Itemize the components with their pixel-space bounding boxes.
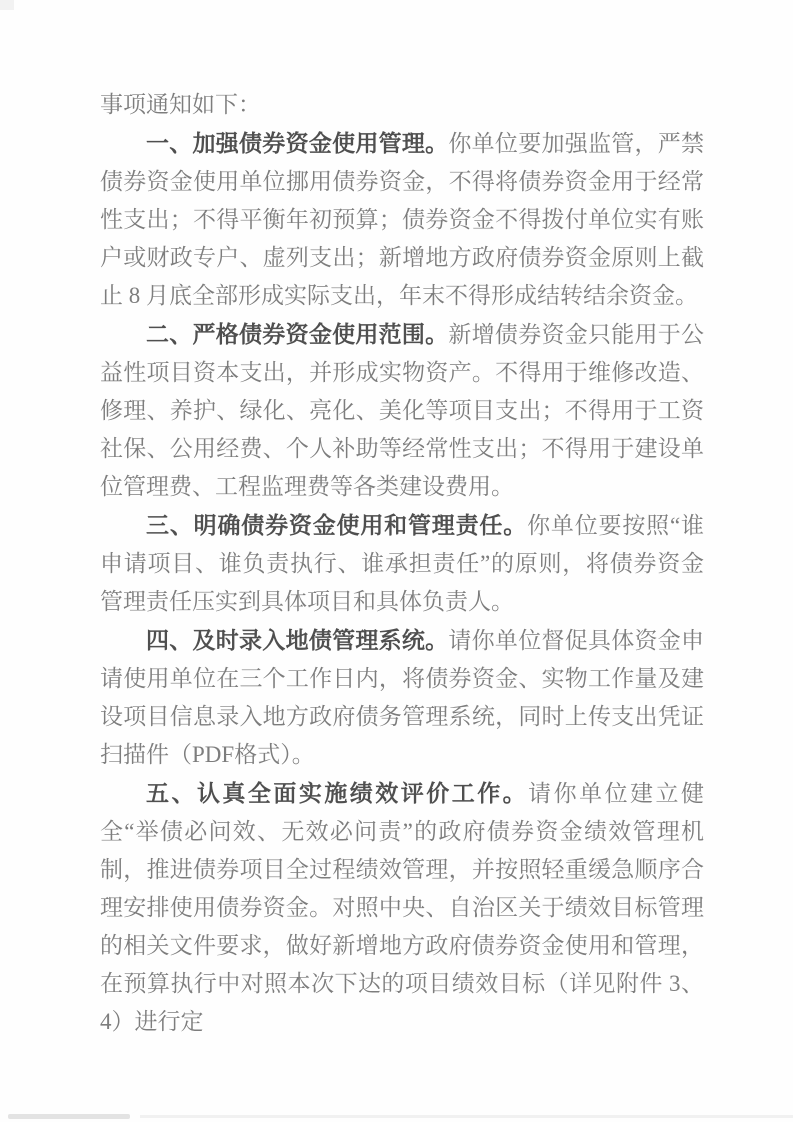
scan-edge-shadow-line [140, 1115, 793, 1118]
document-content [100, 86, 704, 1041]
scan-edge-shadow-top [0, 0, 14, 10]
paragraph-4 [100, 621, 704, 774]
paragraph-2-heading: 二、严格债券资金使用范围。 [146, 321, 449, 347]
paragraph-1-heading: 一、加强债券资金使用管理。 [146, 130, 449, 156]
paragraph-2-body: 新增债券资金只能用于公益性项目资本支出，并形成实物资产。不得用于维修改造、修理、养护、绿化、亮化、美化等项目支出；不得用于工资社保、公用经费、个人补助等经常性支出；不得用于建设单位管理费、工程监理费等各类建设费用。 [100, 322, 705, 499]
paragraph-5-heading: 五、认真全面实施绩效评价工作。 [146, 780, 529, 806]
paragraph-1 [100, 124, 704, 315]
paragraph-3-body: 你单位要按照“谁申请项目、谁负责执行、谁承担责任”的原则，将债券资金管理责任压实到具体项目和具体负责人。 [100, 513, 705, 614]
intro-line: 事项通知如下： [100, 92, 261, 117]
paragraph-3-heading: 三、明确债券资金使用和管理责任。 [146, 512, 528, 538]
paragraph-3 [100, 506, 704, 621]
paragraph-2 [100, 315, 704, 506]
paragraph-4-body: 请你单位督促具体资金申请使用单位在三个工作日内，将债券资金、实物工作量及建设项目信息录入地方政府债务管理系统，同时上传支出凭证扫描件（PDF格式）。 [100, 628, 705, 767]
paragraph-1-body: 你单位要加强监管，严禁债券资金使用单位挪用债券资金，不得将债券资金用于经常性支出；不得平衡年初预算；债券资金不得拨付单位实有账户或财政专户、虚列支出；新增地方政府债券资金原则上截止 8 月底全部形成实际支出，年末不得形成结转结余资金。 [100, 131, 705, 308]
paragraph-5-body: 请你单位建立健全“举债必问效、无效必问责”的政府债券资金绩效管理机制，推进债券项目全过程绩效管理，并按照轻重缓急顺序合理安排使用债券资金。对照中央、自治区关于绩效目标管理的相关文件要求，做好新增地方政府债券资金使用和管理，在预算执行中对照本次下达的项目绩效目标（详见附件 3、4）进行定 [100, 781, 705, 1034]
paragraph-4-heading: 四、及时录入地债管理系统。 [146, 627, 449, 653]
paragraph-5 [100, 774, 704, 1041]
scan-edge-shadow-left [8, 1114, 130, 1119]
